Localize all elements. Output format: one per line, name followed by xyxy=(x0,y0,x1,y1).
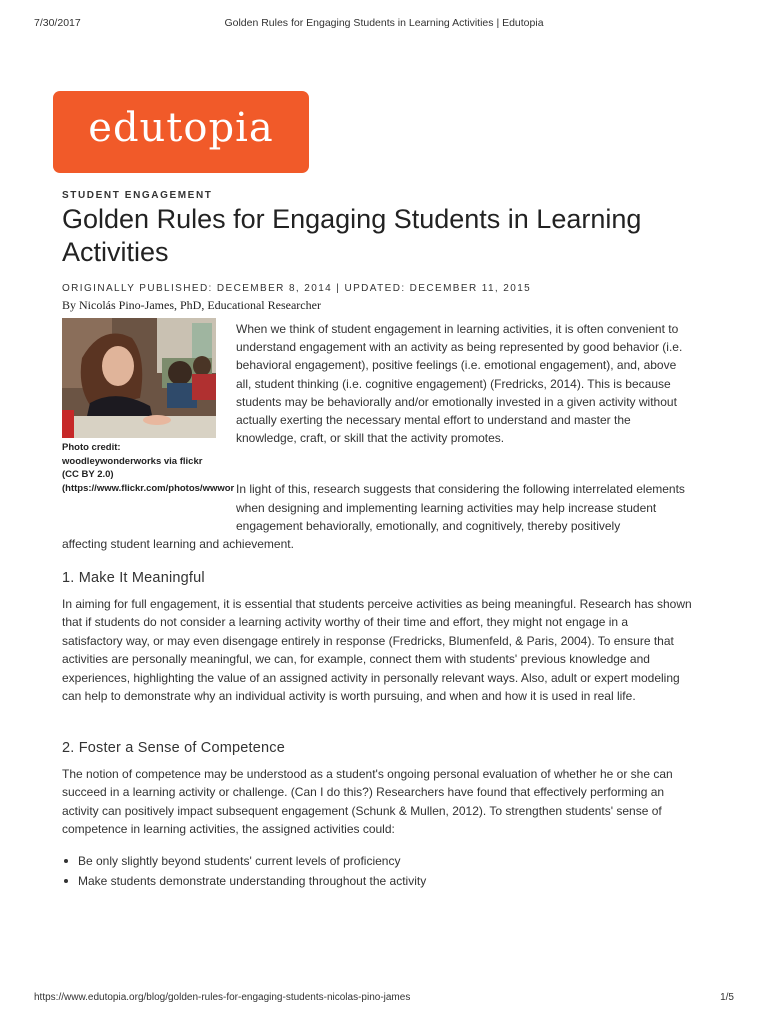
photo-credit-label: Photo credit: xyxy=(62,442,121,453)
bullet-icon xyxy=(64,879,68,883)
print-date: 7/30/2017 xyxy=(34,17,81,29)
article-byline: By Nicolás Pino-James, PhD, Educational Researcher xyxy=(62,298,321,312)
edutopia-logo[interactable] xyxy=(53,91,309,173)
list-item-text: Make students demonstrate understanding throughout the activity xyxy=(78,874,427,888)
article-title: Golden Rules for Engaging Students in Learning Activities xyxy=(62,204,642,267)
publish-date: ORIGINALLY PUBLISHED: DECEMBER 8, 2014 | UPDATED: DECEMBER 11, 2015 xyxy=(62,283,532,294)
article-photo xyxy=(62,318,216,438)
intro-paragraph-2: In light of this, research suggests that considering the following interrelated elements when designing and implementing learning activities may help increase student engagement behaviorally, emotionally, and cognitively, thereby positively xyxy=(236,482,685,534)
list-item-text: Be only slightly beyond students' current levels of proficiency xyxy=(78,854,401,868)
bullet-icon xyxy=(64,859,68,863)
photo-credit-author[interactable]: woodleywonderworks via flickr xyxy=(62,455,203,467)
competence-list xyxy=(62,851,426,891)
section-2-body: The notion of competence may be understood as a student's ongoing personal evaluation of whether he or she can succeed in a learning activity or challenge. (Can I do this?) Researchers have found that effectively performing an activity can positively impact subsequent engagement (Schunk & Mullen, 2012). To strengthen students' sense of competence in learning activities, the assigned activities could: xyxy=(62,767,673,837)
classroom-photo-illustration xyxy=(62,318,216,438)
photo-credit-license[interactable]: (CC BY 2.0) xyxy=(62,469,114,480)
print-header xyxy=(34,17,734,31)
section-1-body: In aiming for full engagement, it is essential that students perceive activities as being meaningful. Research has shown that if students do not consider a learning activity worthy of their time and effort, they might not engage in a satisfactory way, or may even disengage entirely in response (Fredricks, Blumenfeld, & Paris, 2004). To ensure that activities are personally meaningful, we can, for example, connect them with students' previous knowledge and experiences, highlighting the value of an assigned activity in personally relevant ways. Also, adult or expert modeling can help to demonstrate why an individual activity is worth pursuing, and when and how it is used in real life. xyxy=(62,597,692,704)
logo-wordmark: edutopia xyxy=(88,105,274,151)
photo-credit xyxy=(62,441,235,495)
print-page-title: Golden Rules for Engaging Students in Learning Activities | Edutopia xyxy=(224,17,544,29)
list-item xyxy=(62,851,426,871)
section-1-heading: 1. Make It Meaningful xyxy=(62,570,205,586)
section-2-heading: 2. Foster a Sense of Competence xyxy=(62,740,286,756)
list-item xyxy=(62,871,426,891)
intro-paragraph-2-end: affecting student learning and achievement. xyxy=(62,537,294,551)
intro-paragraph-1: When we think of student engagement in learning activities, it is often convenient to understand engagement with an activity as being represented by good behavior (i.e. behavioral engagement), positive feelings (i.e. emotional engagement), and, above all, student thinking (i.e. cognitive engagement) (Fredricks, 2014). This is because students may be behaviorally and/or emotionally invested in a given activity without actually exerting the necessary mental effort to understand and master the knowledge, craft, or skill that the activity promotes. xyxy=(236,322,683,446)
page-number: 1/5 xyxy=(720,992,734,1003)
article-category[interactable]: STUDENT ENGAGEMENT xyxy=(62,190,213,201)
print-url[interactable]: https://www.edutopia.org/blog/golden-rules-for-engaging-students-nicolas-pino-james xyxy=(34,992,411,1003)
photo-credit-url[interactable]: (https://www.flickr.com/photos/wwwor xyxy=(62,482,235,494)
